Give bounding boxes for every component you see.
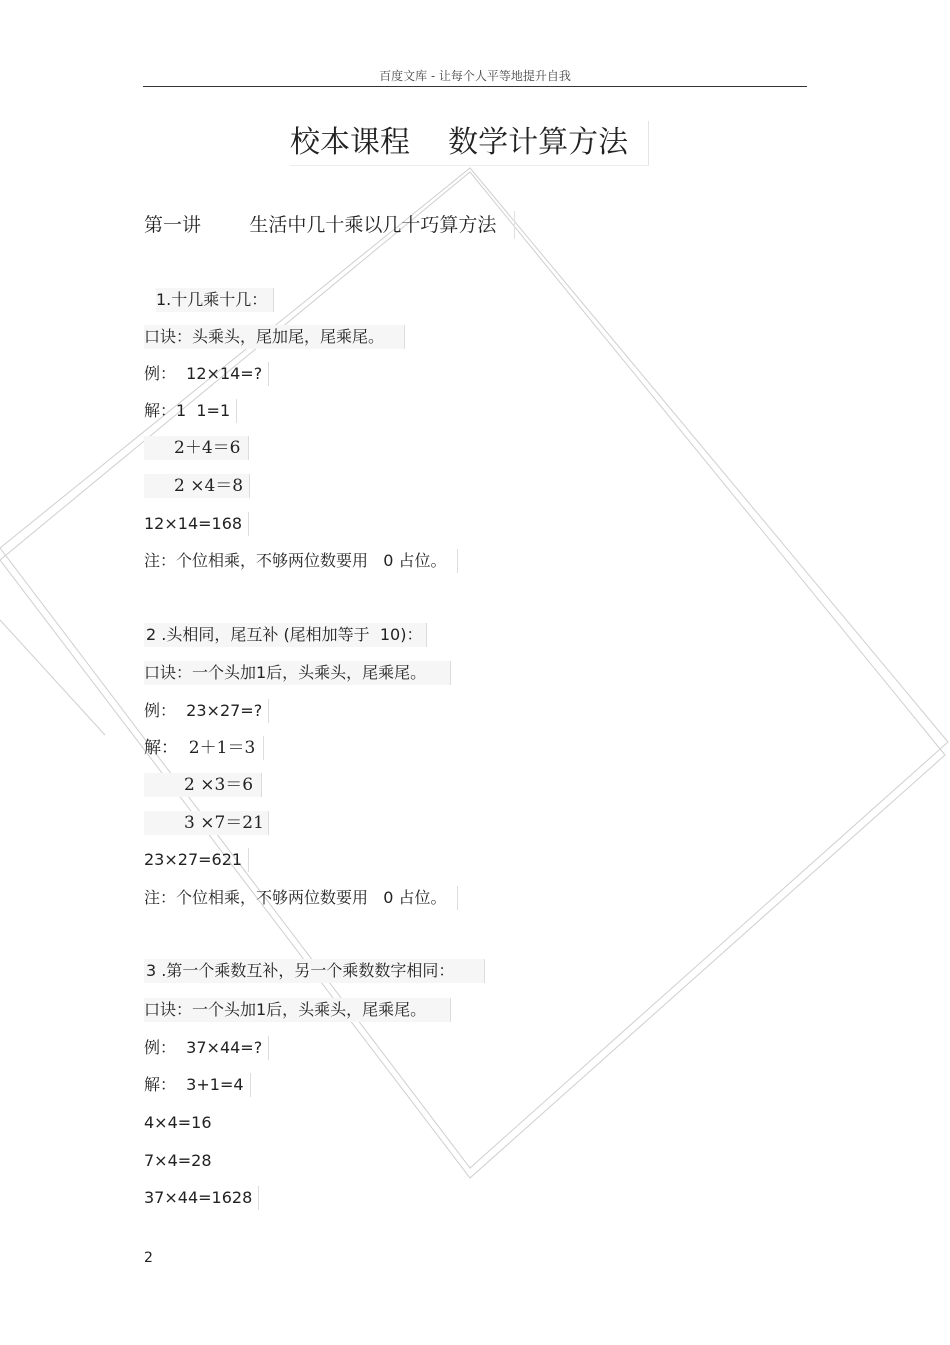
solution-step: 7×4=28: [144, 1151, 212, 1170]
result-line: 12×14=168: [144, 512, 249, 536]
formula-tip: 口诀：头乘头，尾加尾，尾乘尾。: [144, 325, 405, 349]
section-heading: 3 .第一个乘数互补，另一个乘数数字相同：: [144, 959, 485, 983]
solution-line: 解： 2＋1＝3: [144, 736, 264, 760]
solution-line: 解： 3+1=4: [144, 1073, 251, 1097]
section-heading: 1.十几乘十几：: [156, 288, 274, 312]
formula-tip: 口诀：一个头加1后，头乘头，尾乘尾。: [144, 661, 451, 685]
solution-step: 4×4=16: [144, 1113, 212, 1132]
solution-line: 解：1 1=1: [144, 399, 237, 423]
solution-step: 2 ×4＝8: [144, 474, 250, 498]
page-header: 百度文库 - 让每个人平等地提升自我: [379, 69, 571, 83]
document-title: 校本课程 数学计算方法: [290, 121, 649, 166]
formula-tip: 口诀：一个头加1后，头乘头，尾乘尾。: [144, 998, 451, 1022]
solution-step: 3 ×7＝21: [144, 811, 269, 835]
note-line: 注：个位相乘，不够两位数要用 0 占位。: [144, 886, 458, 910]
lecture-heading: 第一讲 生活中几十乘以几十巧算方法: [144, 211, 515, 239]
note-line: 注：个位相乘，不够两位数要用 0 占位。: [144, 549, 458, 573]
solution-step: 2＋4＝6: [144, 436, 249, 460]
page-number: 2: [144, 1250, 153, 1266]
header-divider: [143, 86, 807, 87]
example-line: 例： 37×44=?: [144, 1036, 269, 1060]
example-line: 例： 23×27=?: [144, 699, 269, 723]
result-line: 23×27=621: [144, 848, 249, 872]
solution-step: 2 ×3＝6: [144, 773, 262, 797]
result-line: 37×44=1628: [144, 1186, 259, 1210]
section-heading: 2 .头相同，尾互补 (尾相加等于 10)：: [144, 623, 427, 647]
example-line: 例： 12×14=?: [144, 362, 269, 386]
